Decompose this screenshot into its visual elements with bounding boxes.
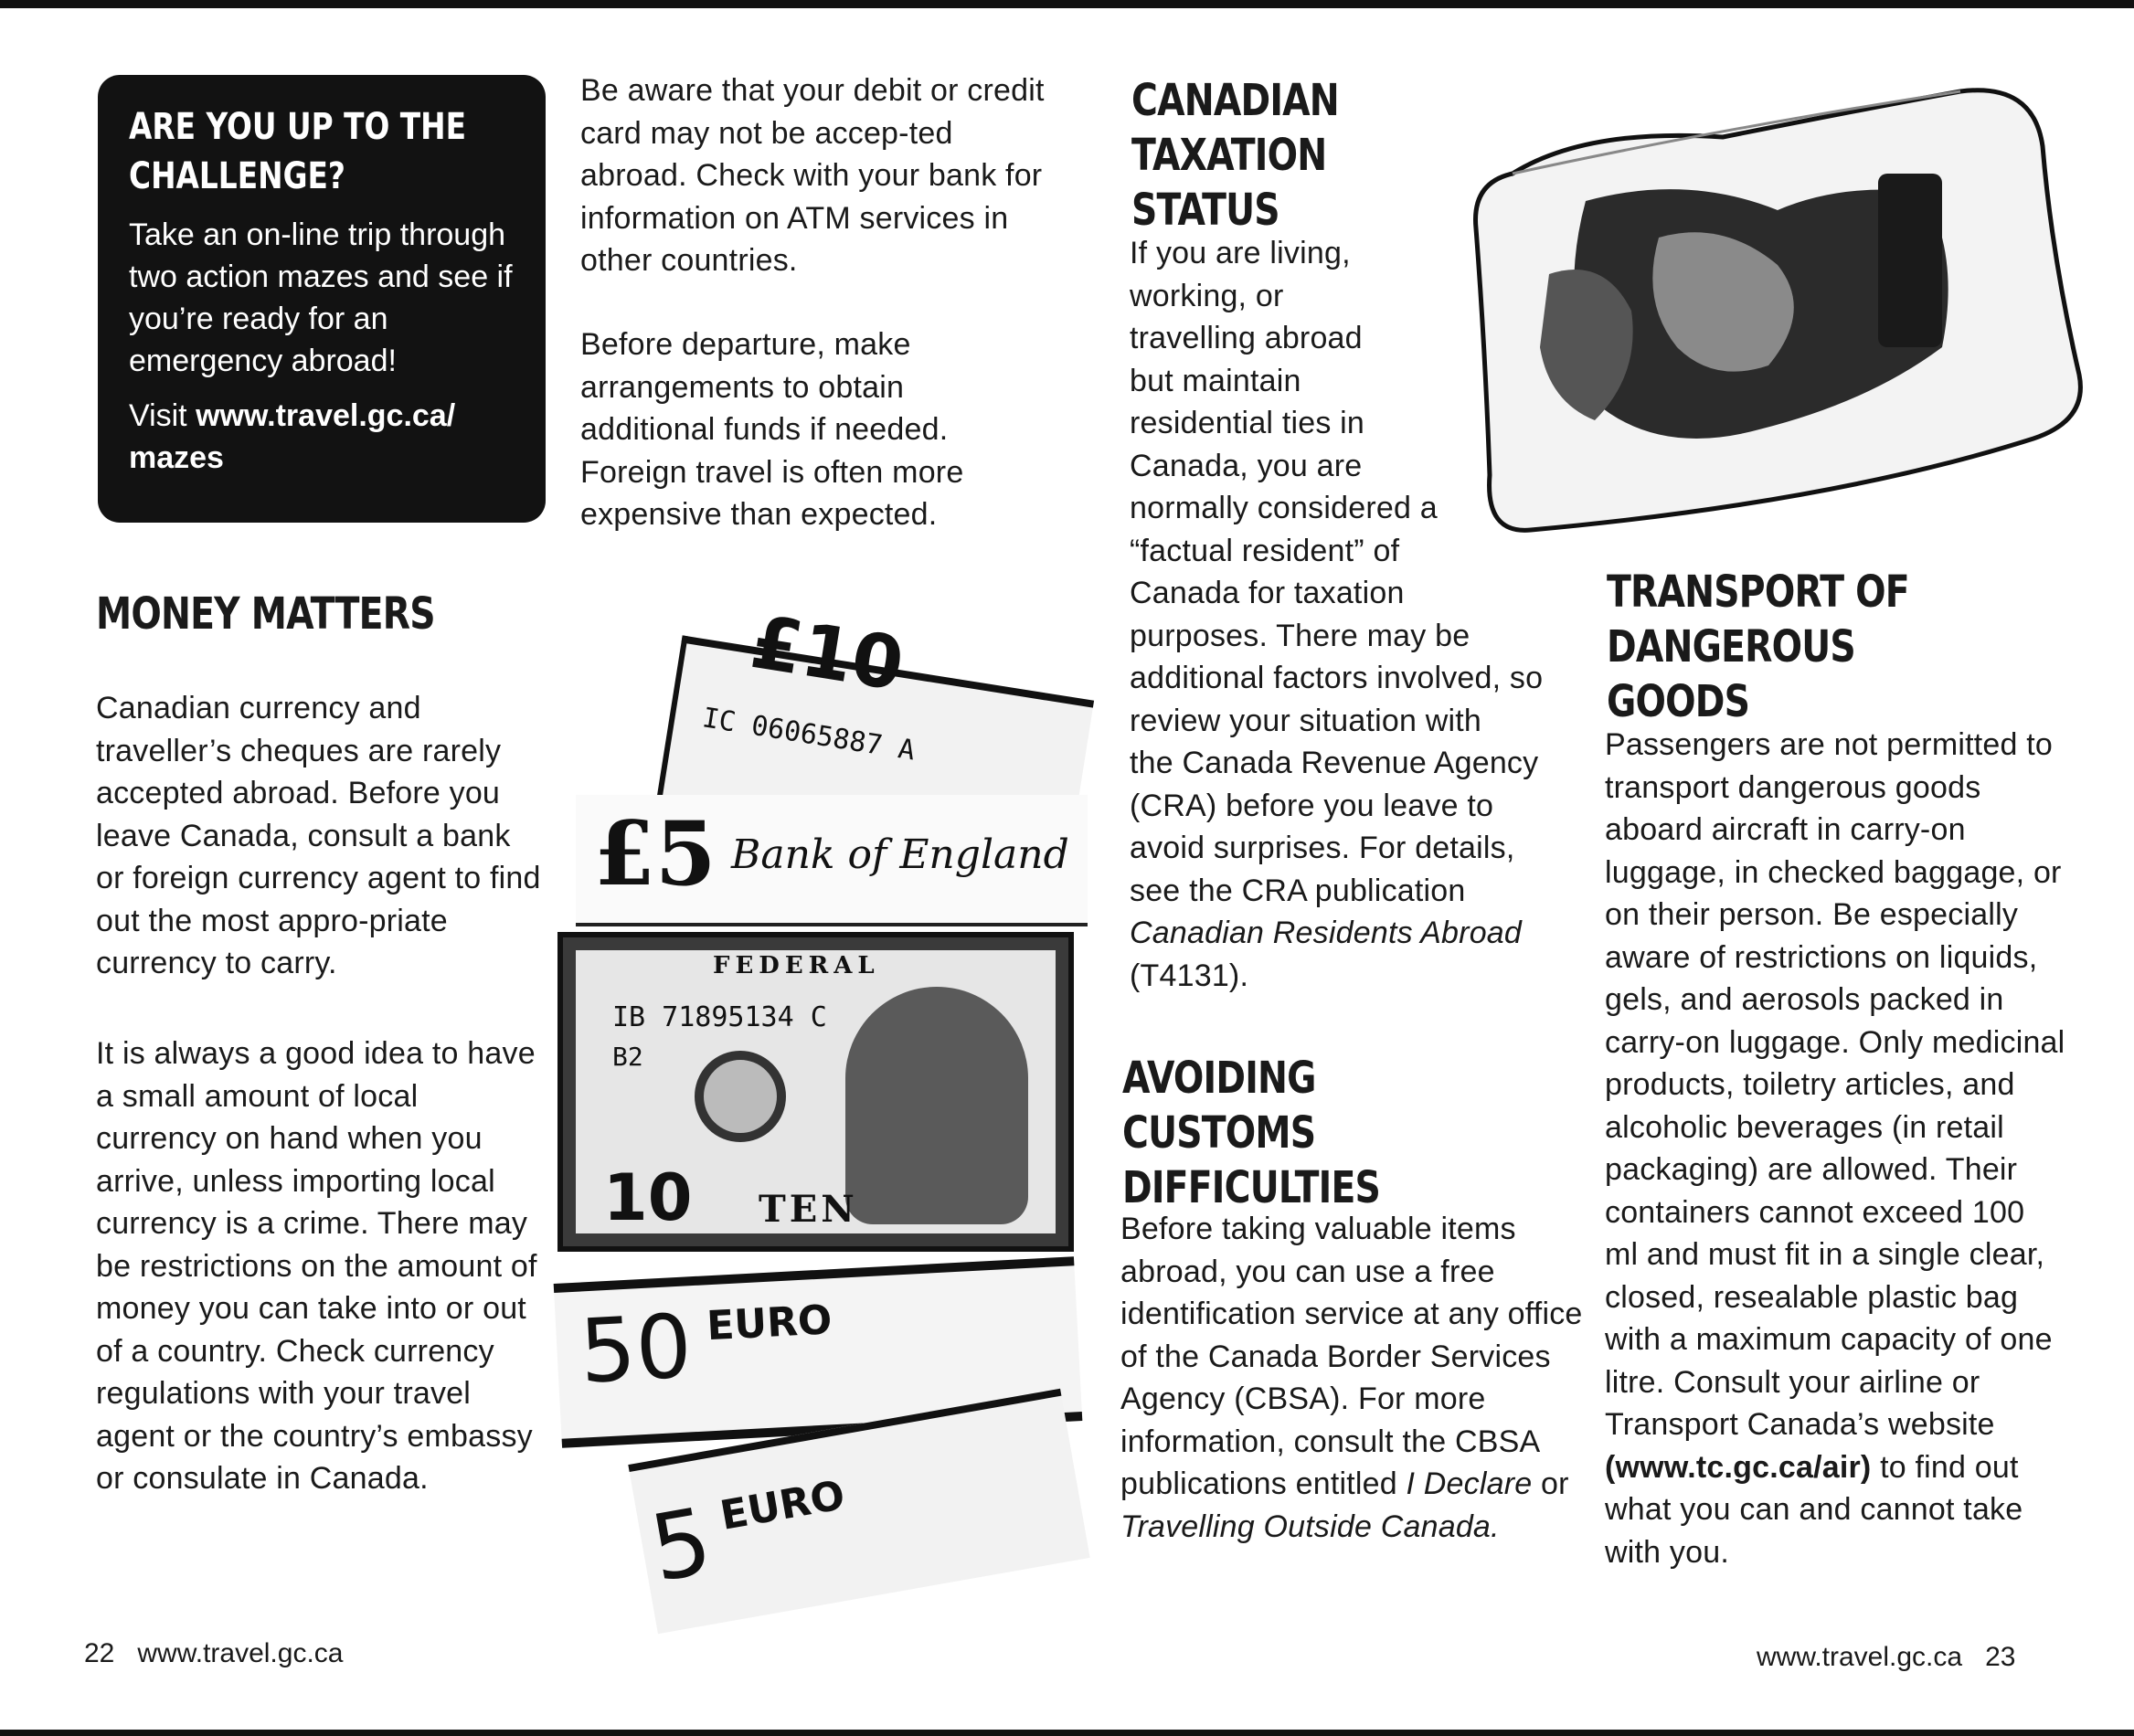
bottom-border <box>0 1730 2134 1736</box>
top-border <box>0 0 2134 8</box>
dangerous-goods-end: to find out what you can and cannot take with you. <box>1605 1449 2023 1570</box>
dangerous-goods-heading <box>1607 565 1981 729</box>
ten-pound-serial: IC 06065887 A <box>700 702 918 767</box>
money-matters-heading: MONEY MATTERS <box>96 588 435 640</box>
taxation-line: see the CRA publication <box>1130 873 1466 908</box>
federal-header: FEDERAL <box>713 952 880 979</box>
footer-left <box>84 1637 343 1670</box>
taxation-line: but maintain <box>1130 363 1301 398</box>
customs-heading <box>1122 1051 1497 1215</box>
fifty-euro-value: 50 <box>577 1295 695 1403</box>
dangerous-goods-body: Passengers are not permitted to transport dangerous goods aboard aircraft in carry-on luggage, in checked baggage, or on their person. Be especially aware of restrictions on liquids, gels, and aerosols packed in carry-on luggage. Only medicinal products, toiletry articles, and alcoholic beverages (in retail packaging) are allowed. Their containers cannot exceed 100 ml and must fit in a single clear, closed, resealable plastic bag with a maximum capacity of one litre. Consult your airline or Transport Canada’s website <box>1605 727 2065 1442</box>
customs-heading-line1: AVOIDING CUSTOMS <box>1122 1053 1316 1159</box>
challenge-title <box>129 102 518 201</box>
taxation-line: Canada, you are <box>1130 448 1363 483</box>
taxation-line: “factual resident” of <box>1130 533 1400 568</box>
five-euro-value: 5 <box>642 1487 719 1604</box>
cra-publication-title: Canadian Residents Abroad <box>1130 916 1523 950</box>
money-matters-p1: Canadian currency and traveller’s cheques are rarely accepted abroad. Before you leave Canada, consult a bank or foreign currency agent to find out the most appro-priate currency to carry. <box>96 691 541 980</box>
customs-heading-line2: DIFFICULTIES <box>1122 1162 1381 1213</box>
visit-prefix: Visit <box>129 398 196 433</box>
customs-body: Before taking valuable items abroad, you can use a free identification service at any office of the Canada Border Services Agency (CBSA). For more information, consult the CBSA publications entitled <box>1120 1212 1583 1501</box>
taxation-line: avoid surprises. For details, <box>1130 831 1515 865</box>
taxation-heading-line1: CANADIAN TAXATION <box>1131 75 1339 181</box>
dangerous-goods-heading-line1: TRANSPORT OF <box>1607 566 1909 618</box>
ten-dollar-code: B2 <box>612 1042 643 1072</box>
transport-canada-link[interactable]: (www.tc.gc.ca/air) <box>1605 1449 1872 1485</box>
ten-dollar-serial: IB 71895134 C <box>612 1001 827 1033</box>
ten-pound-value: £10 <box>745 598 909 707</box>
cra-publication-code: (T4131). <box>1130 958 1249 993</box>
footer-right <box>1757 1641 2015 1674</box>
challenge-text: Take an on-line trip through two action mazes and see if you’re ready for an emergency abroad! <box>129 217 513 378</box>
money-matters-p2: It is always a good idea to have a small amount of local currency on hand when you arrive, unless importing local currency is a crime. There may be restrictions on the amount of money you can take into or out of a country. Check currency regulations with your travel agent or the country’s embassy or consulate in Canada. <box>96 1036 537 1496</box>
five-euro-word: EURO <box>717 1471 849 1540</box>
ten-dollar-note <box>557 932 1074 1252</box>
taxation-line: (CRA) before you leave to <box>1130 788 1494 823</box>
i-declare-title: I Declare <box>1406 1466 1533 1501</box>
taxation-line: normally considered a <box>1130 491 1438 525</box>
taxation-line: If you are living, <box>1130 236 1351 270</box>
right-footer-url[interactable]: www.travel.gc.ca <box>1757 1642 1963 1672</box>
left-page-number: 22 <box>84 1638 115 1668</box>
taxation-line: travelling abroad <box>1130 321 1363 355</box>
taxation-line: residential ties in <box>1130 406 1365 440</box>
plastic-bag-image <box>1449 73 2088 548</box>
taxation-line: purposes. There may be <box>1130 618 1470 653</box>
taxation-line: working, or <box>1130 278 1284 313</box>
taxation-line: the Canada Revenue Agency <box>1130 746 1539 780</box>
treasury-seal <box>695 1051 786 1142</box>
dangerous-goods-heading-line2: DANGEROUS GOODS <box>1607 621 1855 727</box>
taxation-line: review your situation with <box>1130 703 1482 738</box>
taxation-line: additional factors involved, so <box>1130 661 1544 695</box>
five-pound-note <box>576 795 1088 926</box>
travelling-outside-canada-title: Travelling Outside Canada. <box>1120 1508 1500 1544</box>
challenge-visit <box>129 395 515 479</box>
funds-paragraph: Before departure, make arrangements to obtain additional funds if needed. Foreign travel is often more expensive than expected. <box>580 327 964 532</box>
challenge-box <box>98 75 546 523</box>
taxation-heading-line2: STATUS <box>1131 185 1279 236</box>
mazes-link[interactable]: www.travel.gc.ca/ mazes <box>129 398 456 475</box>
ten-dollar-face <box>576 950 1056 1233</box>
ten-dollar-value: 10 <box>603 1160 693 1235</box>
customs-text <box>1120 1208 1585 1548</box>
left-footer-url[interactable]: www.travel.gc.ca <box>137 1638 344 1668</box>
bank-of-england-text: Bank of England <box>731 831 1069 878</box>
right-page-number: 23 <box>1985 1642 2016 1672</box>
taxation-line: Canada for taxation <box>1130 576 1405 610</box>
ten-dollar-word: TEN <box>759 1188 858 1231</box>
bottle-shape <box>1878 174 1942 347</box>
fifty-euro-word: EURO <box>706 1297 833 1350</box>
dangerous-goods-text <box>1605 724 2066 1573</box>
customs-or: or <box>1532 1466 1569 1501</box>
debit-card-paragraph: Be aware that your debit or credit card may not be accep-ted abroad. Check with your bank for information on ATM services in other countries. <box>580 73 1045 278</box>
challenge-title-line1: ARE YOU UP TO THE <box>129 106 466 148</box>
portrait <box>845 987 1028 1224</box>
challenge-title-line2: CHALLENGE? <box>129 155 345 197</box>
five-pound-value: £5 <box>594 802 717 905</box>
currency-collage-image <box>557 598 1078 1604</box>
